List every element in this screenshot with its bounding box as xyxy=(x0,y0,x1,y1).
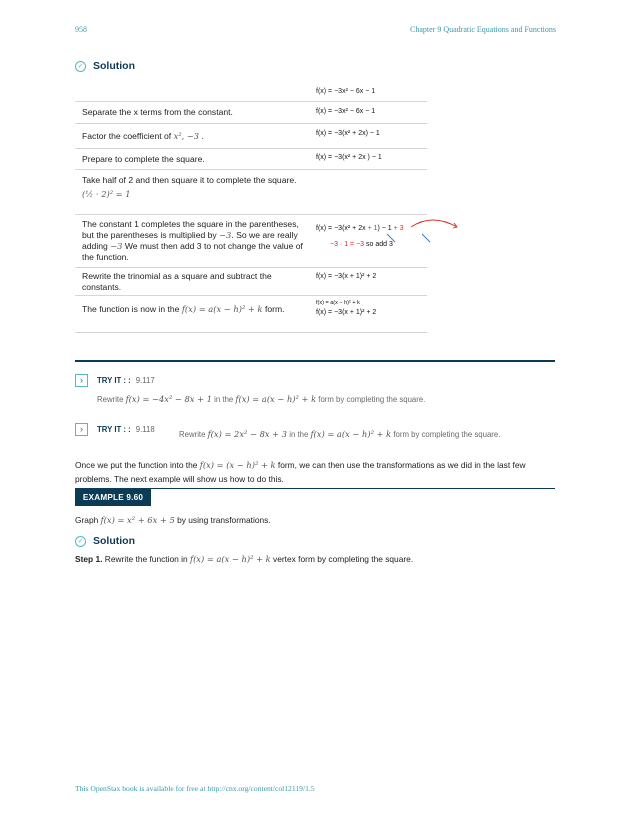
step-description: Rewrite the trinomial as a square and subtract the constants. xyxy=(82,271,272,292)
step-description: The constant 1 completes the square in the parentheses, but the parentheses is multiplied by −3. So we are really adding −3 We must then add 3 to not change the value of the function. xyxy=(82,219,303,262)
step-row xyxy=(75,101,427,123)
try-it-text: Rewrite f(x) = 2x² − 8x + 3 in the f(x) = a(x − h)² + k form by completing the square. xyxy=(179,429,501,439)
step-expression: f(x) = −3(x² + 2x + 1) − 1 + 3 xyxy=(316,225,404,232)
step-description: Factor the coefficient of x², −3 . xyxy=(82,131,204,141)
step-expression: f(x) = −3(x² + 2x ) − 1 xyxy=(316,154,382,161)
chevron-right-icon[interactable]: › xyxy=(75,374,88,387)
example-prompt: Graph f(x) = x² + 6x + 5 by using transformations. xyxy=(75,515,271,525)
try-it-9-118: › TRY IT : : 9.118 xyxy=(75,423,155,436)
page-number: 958 xyxy=(75,25,87,34)
step-row xyxy=(75,267,427,295)
step-description: The function is now in the f(x) = a(x − h)² + k form. xyxy=(82,304,285,314)
step-expression: f(x) = −3x² − 6x − 1 xyxy=(316,108,376,115)
step-description: Take half of 2 and then square it to complete the square. (½ · 2)² = 1 xyxy=(82,175,297,199)
step-row xyxy=(75,295,427,333)
step-1: Step 1. Rewrite the function in f(x) = a(x − h)² + k vertex form by completing the square. xyxy=(75,554,414,564)
step-expression: f(x) = −3(x² + 2x) − 1 xyxy=(316,130,380,137)
chevron-right-icon[interactable]: › xyxy=(75,423,88,436)
try-it-text: Rewrite f(x) = −4x² − 8x + 1 in the f(x) = a(x − h)² + k form by completing the square. xyxy=(97,394,426,404)
initial-expression: f(x) = −3x² − 6x − 1 xyxy=(316,88,376,95)
step-expression: f(x) = −3(x + 1)² + 2 xyxy=(316,309,377,316)
chapter-title: Chapter 9 Quadratic Equations and Functions xyxy=(410,25,556,34)
step-note: −3 · 1 = −3 so add 3 xyxy=(330,241,393,248)
try-it-9-117: › TRY IT : : 9.117 xyxy=(75,374,155,387)
solution-heading xyxy=(75,60,135,72)
step-row xyxy=(75,148,427,169)
example-tag: EXAMPLE 9.60 xyxy=(75,489,151,506)
step-description: Separate the x terms from the constant. xyxy=(82,107,233,117)
step-row xyxy=(75,214,427,267)
check-circle-icon: ✓ xyxy=(75,61,86,72)
step-expression: f(x) = −3(x + 1)² + 2 xyxy=(316,273,377,280)
example-solution-heading xyxy=(75,535,135,547)
check-circle-icon: ✓ xyxy=(75,536,86,547)
solution-steps-table xyxy=(75,101,427,333)
page-footer: This OpenStax book is available for free at http://cnx.org/content/col12119/1.5 xyxy=(75,784,315,793)
section-divider xyxy=(75,360,555,362)
page-header xyxy=(75,25,556,37)
solution-title: Solution xyxy=(93,535,135,547)
step-row xyxy=(75,123,427,148)
solution-title: Solution xyxy=(93,60,135,72)
step-template: f(x) = a(x − h)² + k xyxy=(316,300,360,306)
step-description: Prepare to complete the square. xyxy=(82,154,205,164)
step-row xyxy=(75,169,427,214)
paragraph: Once we put the function into the f(x) = (x − h)² + k form, we can then use the transformations as we did in the last few problems. The next example will show us how to do this. xyxy=(75,460,526,484)
